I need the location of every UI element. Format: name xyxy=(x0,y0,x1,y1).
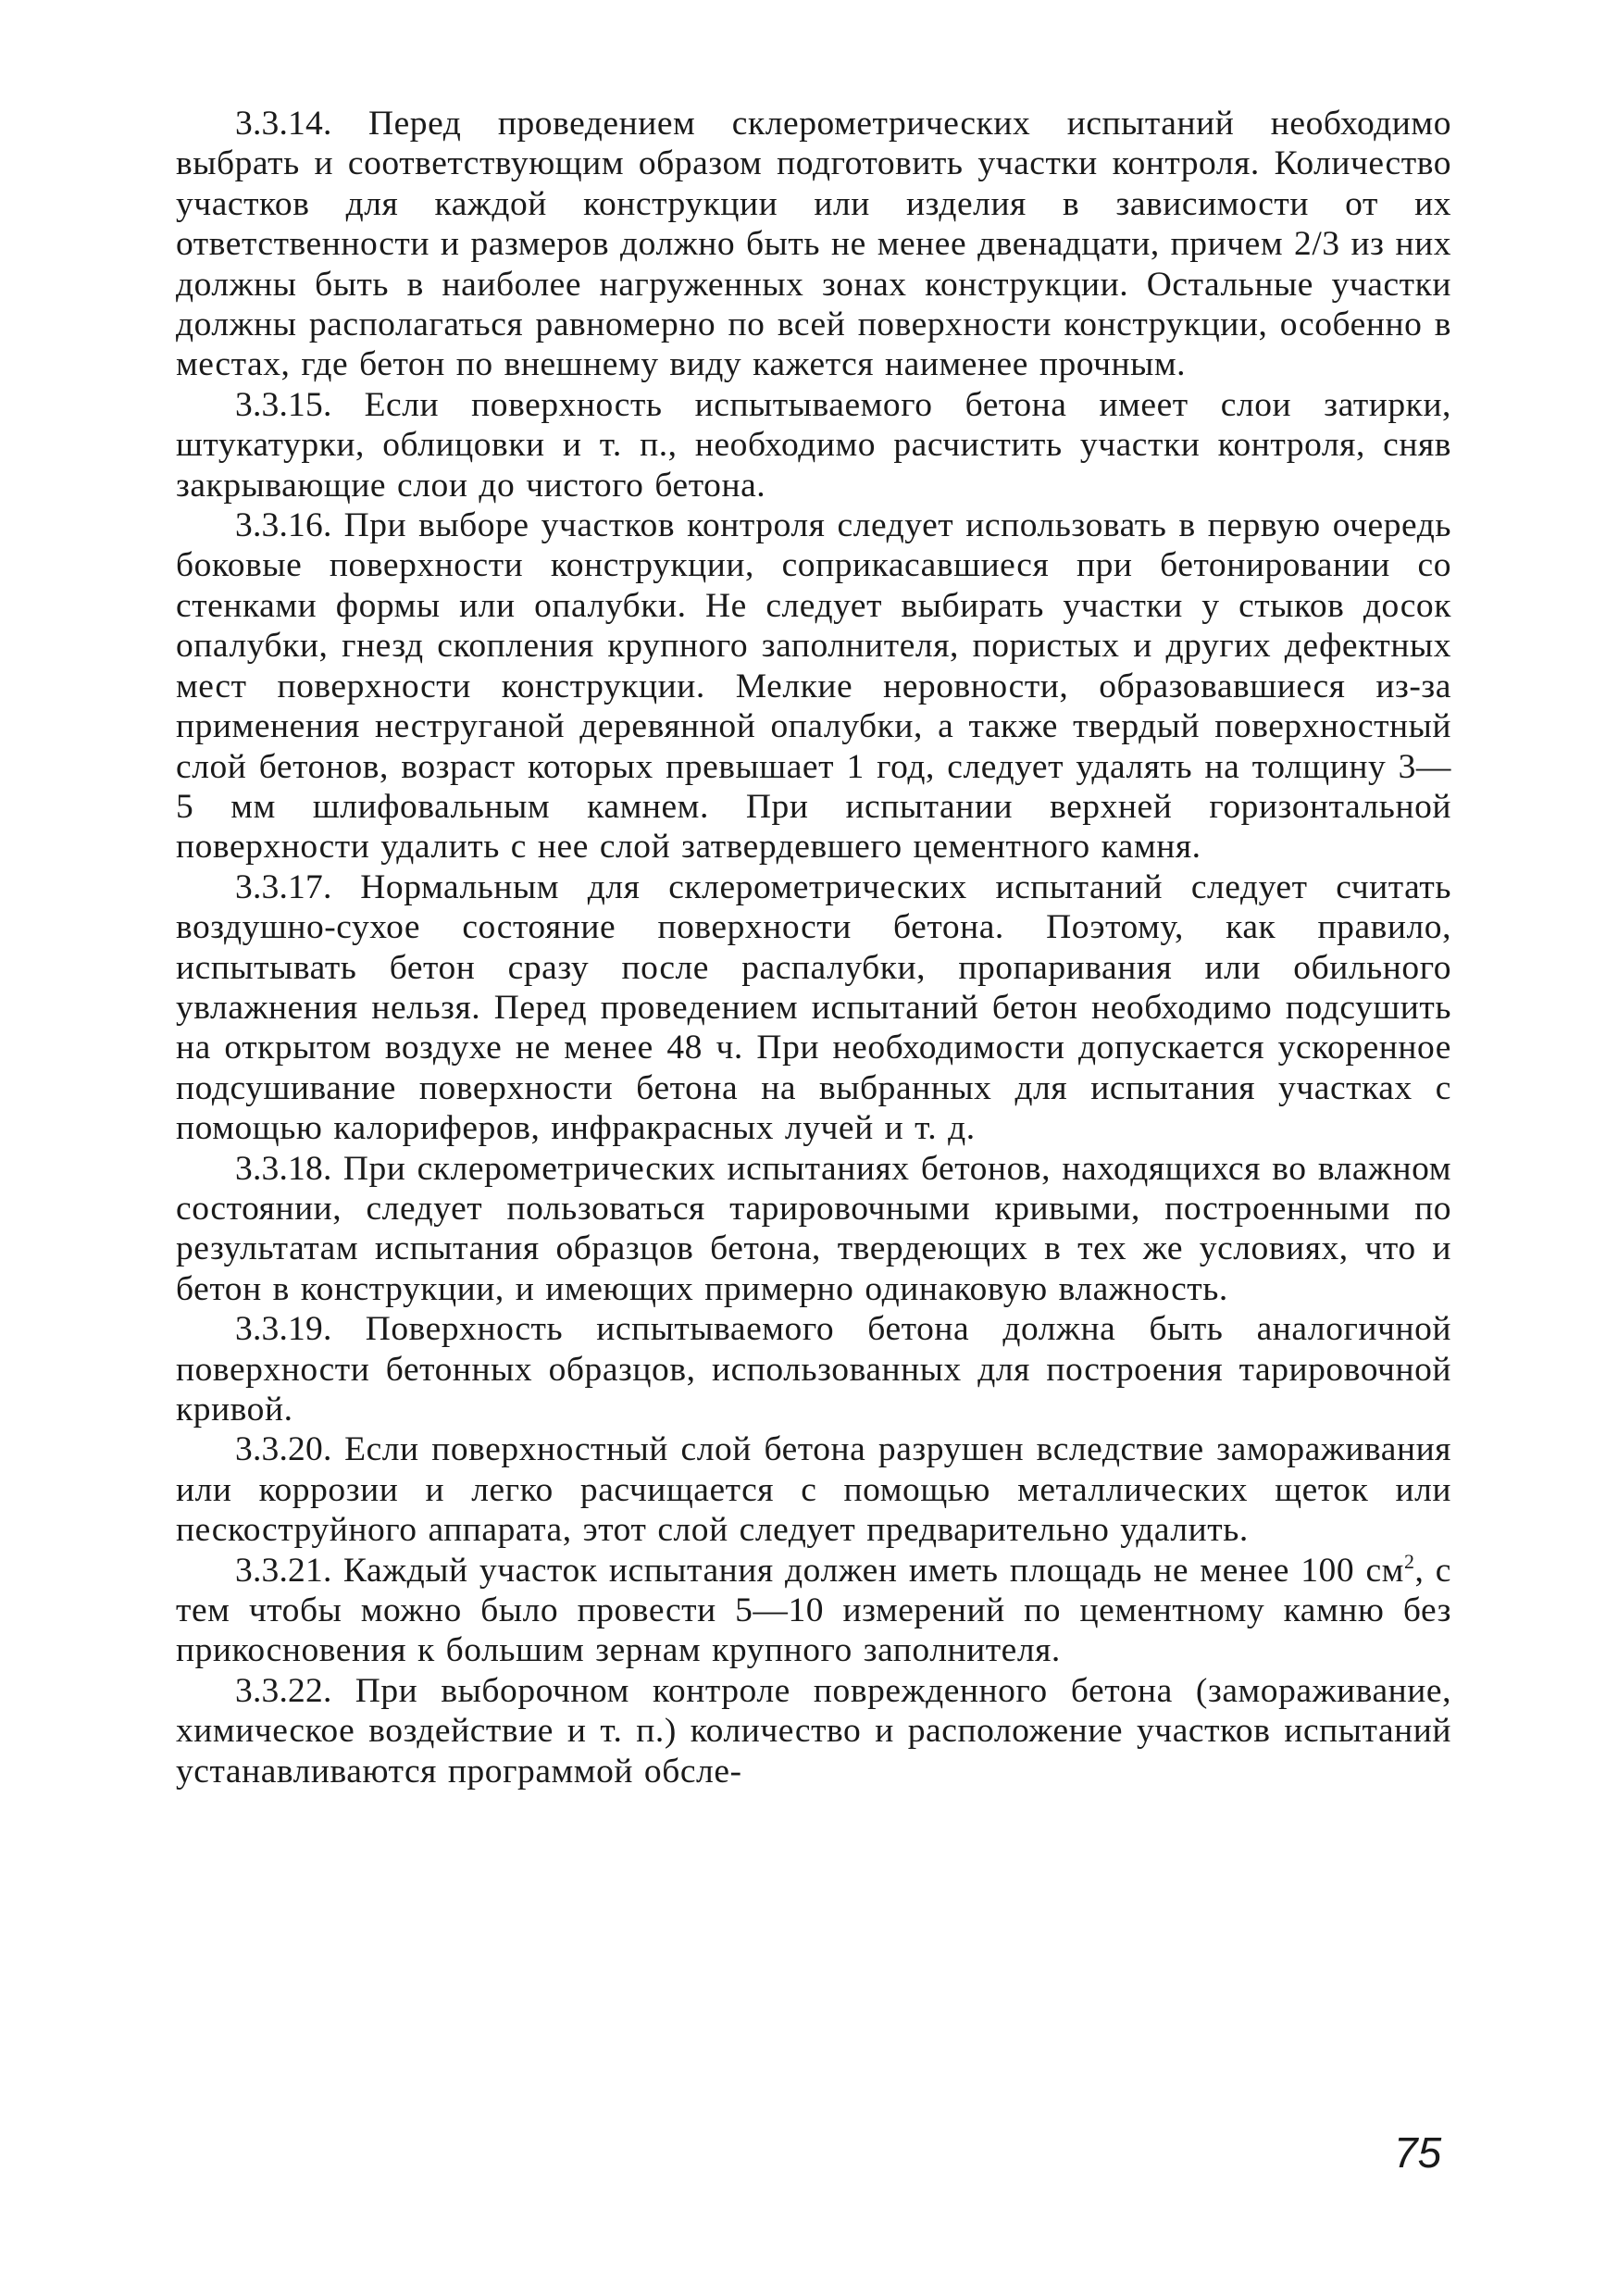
paragraph-number: 3.3.17. xyxy=(235,867,332,906)
paragraph-text: При выборе участков контроля следует использовать в первую очередь боковые поверхности конструкции, соприкасавшиеся при бетонировании со стенками формы или опалубки. Не следует выбирать участки у стыков досок опалубки, гнезд скопления крупного заполнителя, пористых и других дефектных мест поверхности конструкции. Мелкие неровности, образовавшиеся из-за применения неструганой деревянной опалубки, а также твердый поверхностный слой бетонов, возраст которых превышает 1 год, следует удалять на толщину 3—5 мм шлифовальным камнем. При испытании верхней горизонтальной поверхности удалить с нее слой затвердевшего цементного камня. xyxy=(176,506,1451,867)
paragraph-3-3-14 xyxy=(176,104,1451,385)
paragraph-3-3-19 xyxy=(176,1309,1451,1429)
paragraph-number: 3.3.15. xyxy=(235,385,332,424)
paragraph-text: При склерометрических испытаниях бетонов, находящихся во влажном состоянии, следует пользоваться тарировочными кривыми, построенными по результатам испытания образцов бетона, твердеющих в тех же условиях, что и бетон в конструкции, и имеющих примерно одинаковую влажность. xyxy=(176,1149,1451,1308)
paragraph-3-3-18 xyxy=(176,1149,1451,1310)
paragraph-3-3-20 xyxy=(176,1429,1451,1550)
paragraph-3-3-21 xyxy=(176,1551,1451,1671)
paragraph-number: 3.3.19. xyxy=(235,1310,332,1349)
paragraph-number: 3.3.14. xyxy=(235,105,332,143)
paragraph-text-start: Каждый участок испытания должен иметь площадь не менее 100 см xyxy=(342,1551,1404,1590)
paragraph-number: 3.3.18. xyxy=(235,1149,332,1188)
paragraph-text: Если поверхностный слой бетона разрушен вследствие замораживания или коррозии и легко расчищается с помощью металлических щеток или пескоструйного аппарата, этот слой следует предварительно удалить. xyxy=(176,1430,1451,1550)
paragraph-number: 3.3.21. xyxy=(235,1551,332,1590)
paragraph-3-3-22 xyxy=(176,1671,1451,1791)
paragraph-number: 3.3.22. xyxy=(235,1671,332,1710)
paragraph-text: Перед проведением склерометрических испытаний необходимо выбрать и соответствующим образом подготовить участки контроля. Количество участков для каждой конструкции или изделия в зависимости от их ответственности и размеров должно быть не менее двенадцати, причем 2/3 из них должны быть в наиболее нагруженных зонах конструкции. Остальные участки должны располагаться равномерно по всей поверхности конструкции, особенно в местах, где бетон по внешнему виду кажется наименее прочным. xyxy=(176,105,1451,384)
paragraph-number: 3.3.16. xyxy=(235,506,332,545)
paragraph-text: Нормальным для склерометрических испытаний следует считать воздушно-сухое состояние поверхности бетона. Поэтому, как правило, испытывать бетон сразу после распалубки, пропаривания или обильного увлажнения нельзя. Перед проведением испытаний бетон необходимо подсушить на открытом воздухе не менее 48 ч. При необходимости допускается ускоренное подсушивание поверхности бетона на выбранных для испытания участках с помощью калориферов, инфракрасных лучей и т. д. xyxy=(176,867,1451,1148)
paragraph-3-3-15 xyxy=(176,385,1451,505)
page-number: 75 xyxy=(1394,2128,1442,2177)
paragraph-text: Поверхность испытываемого бетона должна быть аналогичной поверхности бетонных образцов, использованных для построения тарировочной кривой. xyxy=(176,1310,1451,1429)
document-page xyxy=(176,104,1451,2177)
paragraph-text: При выборочном контроле поврежденного бетона (замораживание, химическое воздействие и т. п.) количество и расположение участков испытаний устанавливаются программой обсле- xyxy=(176,1671,1451,1791)
paragraph-number: 3.3.20. xyxy=(235,1430,332,1469)
paragraph-text: Если поверхность испытываемого бетона имеет слои затирки, штукатурки, облицовки и т. п., необходимо расчистить участки контроля, сняв закрывающие слои до чистого бетона. xyxy=(176,385,1451,505)
paragraph-text-end: , с тем чтобы можно было провести 5—10 измерений по цементному камню без прикосновения к большим зернам крупного заполнителя. xyxy=(176,1551,1451,1670)
paragraph-3-3-16 xyxy=(176,505,1451,867)
superscript-squared: 2 xyxy=(1403,1549,1415,1573)
paragraph-3-3-17 xyxy=(176,867,1451,1149)
